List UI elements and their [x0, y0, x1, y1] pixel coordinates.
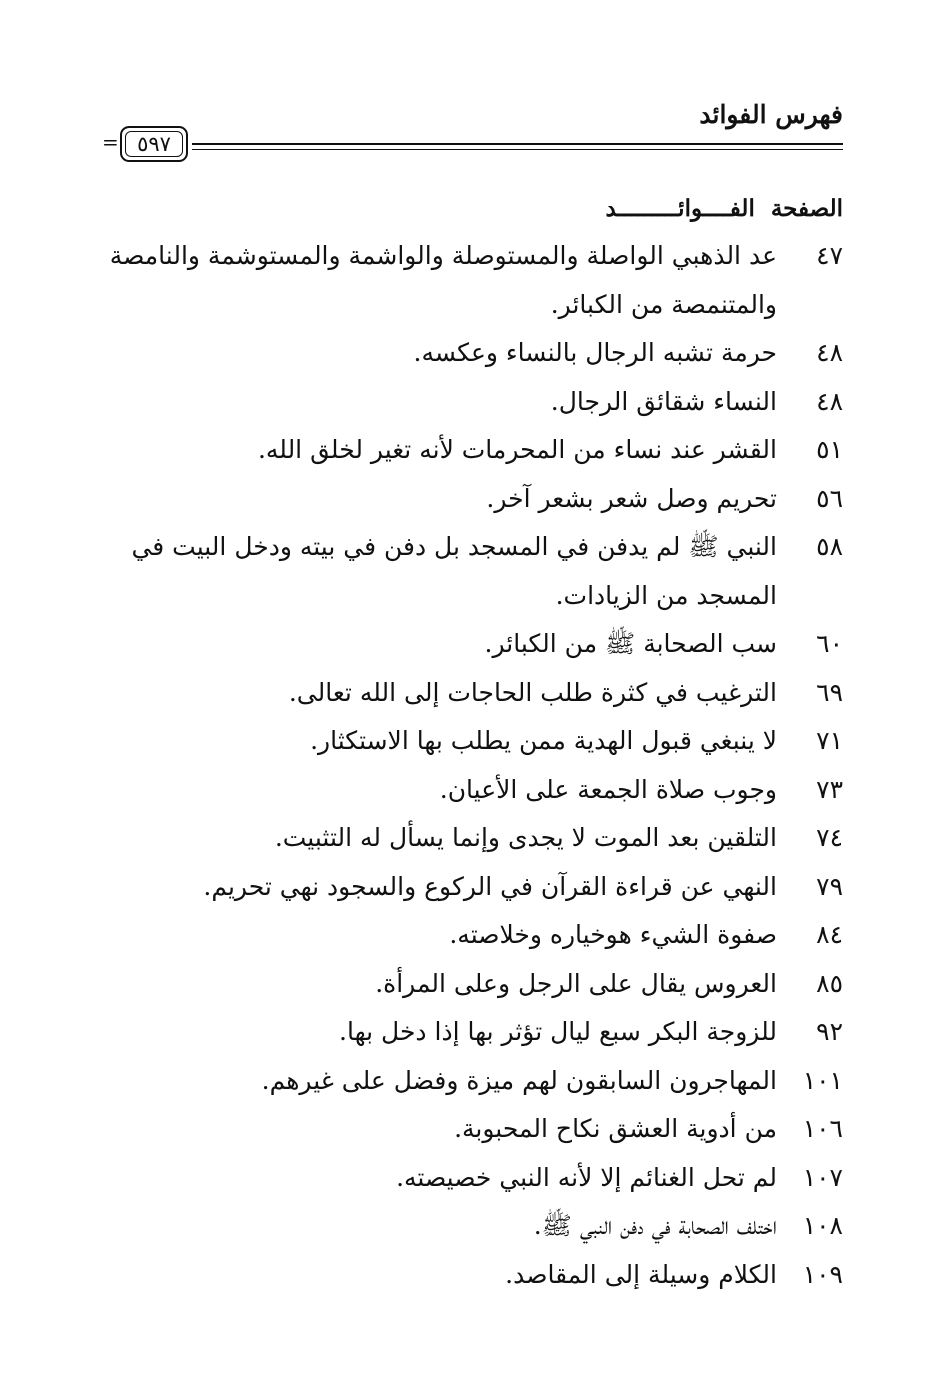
header-ornament: = — [102, 130, 119, 154]
index-entry — [100, 426, 843, 475]
index-entry — [100, 1154, 843, 1203]
entry-page-number: ٧٤ — [816, 823, 843, 852]
entry-text: حرمة تشبه الرجال بالنساء وعكسه. — [413, 338, 777, 367]
entry-page-number: ٥١ — [816, 435, 843, 464]
entry-page-number: ٧٣ — [816, 774, 843, 804]
index-entry — [100, 814, 843, 863]
entry-text: المهاجرون السابقون لهم ميزة وفضل على غيرهم. — [261, 1065, 777, 1095]
entry-page-number: ١٠٨ — [802, 1211, 843, 1240]
entry-text: سب الصحابة ﷺ من الكبائر. — [484, 629, 777, 658]
entry-text: تحريم وصل شعر بشعر آخر. — [486, 483, 777, 513]
page-number: ٥٩٧ — [137, 132, 171, 156]
entry-text: الترغيب في كثرة طلب الحاجات إلى الله تعالى. — [288, 677, 777, 707]
header-rule-thin — [192, 149, 843, 150]
index-entry — [100, 523, 843, 620]
index-entry — [100, 717, 843, 766]
entry-page-number: ٤٧ — [816, 241, 843, 270]
index-entry — [100, 1202, 843, 1251]
index-entry — [100, 960, 843, 1009]
index-entry — [100, 329, 843, 378]
benefits-index-list — [100, 232, 843, 1299]
entry-text: لا ينبغي قبول الهدية ممن يطلب بها الاستكثار. — [310, 726, 777, 755]
header-rule-thick — [192, 143, 843, 145]
entry-text: من أدوية العشق نكاح المحبوبة. — [454, 1114, 777, 1143]
entry-text: وجوب صلاة الجمعة على الأعيان. — [439, 774, 777, 804]
entry-page-number: ٦٠ — [816, 629, 843, 658]
entry-page-number: ١٠١ — [802, 1065, 843, 1095]
running-title: فهرس الفوائد — [699, 100, 843, 129]
entry-text: النهي عن قراءة القرآن في الركوع والسجود نهي تحريم. — [203, 871, 777, 901]
entry-text: للزوجة البكر سبع ليال تؤثر بها إذا دخل بها. — [339, 1017, 777, 1046]
entry-page-number: ٦٩ — [816, 677, 843, 707]
index-entry — [100, 863, 843, 912]
index-entry — [100, 1008, 843, 1057]
index-entry — [100, 1105, 843, 1154]
index-entry — [100, 669, 843, 718]
entry-page-number: ١٠٦ — [802, 1114, 843, 1143]
entry-page-number: ١٠٩ — [802, 1259, 843, 1289]
page-header — [100, 96, 843, 176]
index-entry — [100, 475, 843, 524]
index-entry — [100, 232, 843, 329]
entry-text: التلقين بعد الموت لا يجدى وإنما يسأل له التثبيت. — [274, 823, 777, 852]
index-entry — [100, 1057, 843, 1106]
entry-text: النبي ﷺ لم يدفن في المسجد بل دفن في بيته ودخل البيت في المسجد من الزيادات. — [131, 532, 777, 610]
entry-text: صفوة الشيء هوخياره وخلاصته. — [449, 920, 777, 949]
entry-page-number: ٩٢ — [816, 1017, 843, 1046]
entry-page-number: ٤٨ — [816, 386, 843, 416]
index-entry — [100, 766, 843, 815]
entry-page-number: ٨٥ — [816, 968, 843, 998]
column-headers — [605, 188, 843, 228]
entry-text: عد الذهبي الواصلة والمستوصلة والواشمة والمستوشمة والنامصة والمتنمصة من الكبائر. — [109, 241, 777, 319]
page-number-frame — [120, 126, 188, 162]
index-entry — [100, 378, 843, 427]
page-column-header: الصفحة — [770, 194, 843, 222]
index-entry — [100, 620, 843, 669]
benefits-column-header: الفــــوائـــــــــد — [605, 194, 755, 222]
entry-page-number: ٤٨ — [816, 338, 843, 367]
entry-page-number: ٧١ — [816, 726, 843, 755]
entry-page-number: ٥٨ — [816, 532, 843, 561]
entry-page-number: ٥٦ — [816, 483, 843, 513]
entry-page-number: ٨٤ — [816, 920, 843, 949]
index-entry — [100, 911, 843, 960]
entry-text: القشر عند نساء من المحرمات لأنه تغير لخلق الله. — [257, 435, 777, 464]
entry-text: الكلام وسيلة إلى المقاصد. — [505, 1259, 777, 1289]
entry-text: اختلف الصحابة في دفن النبي ﷺ. — [533, 1211, 777, 1240]
entry-page-number: ١٠٧ — [802, 1162, 843, 1192]
entry-text: لم تحل الغنائم إلا لأنه النبي خصيصته. — [396, 1162, 777, 1192]
entry-text: النساء شقائق الرجال. — [550, 386, 777, 416]
index-entry — [100, 1251, 843, 1300]
entry-text: العروس يقال على الرجل وعلى المرأة. — [375, 968, 777, 998]
entry-page-number: ٧٩ — [816, 871, 843, 901]
